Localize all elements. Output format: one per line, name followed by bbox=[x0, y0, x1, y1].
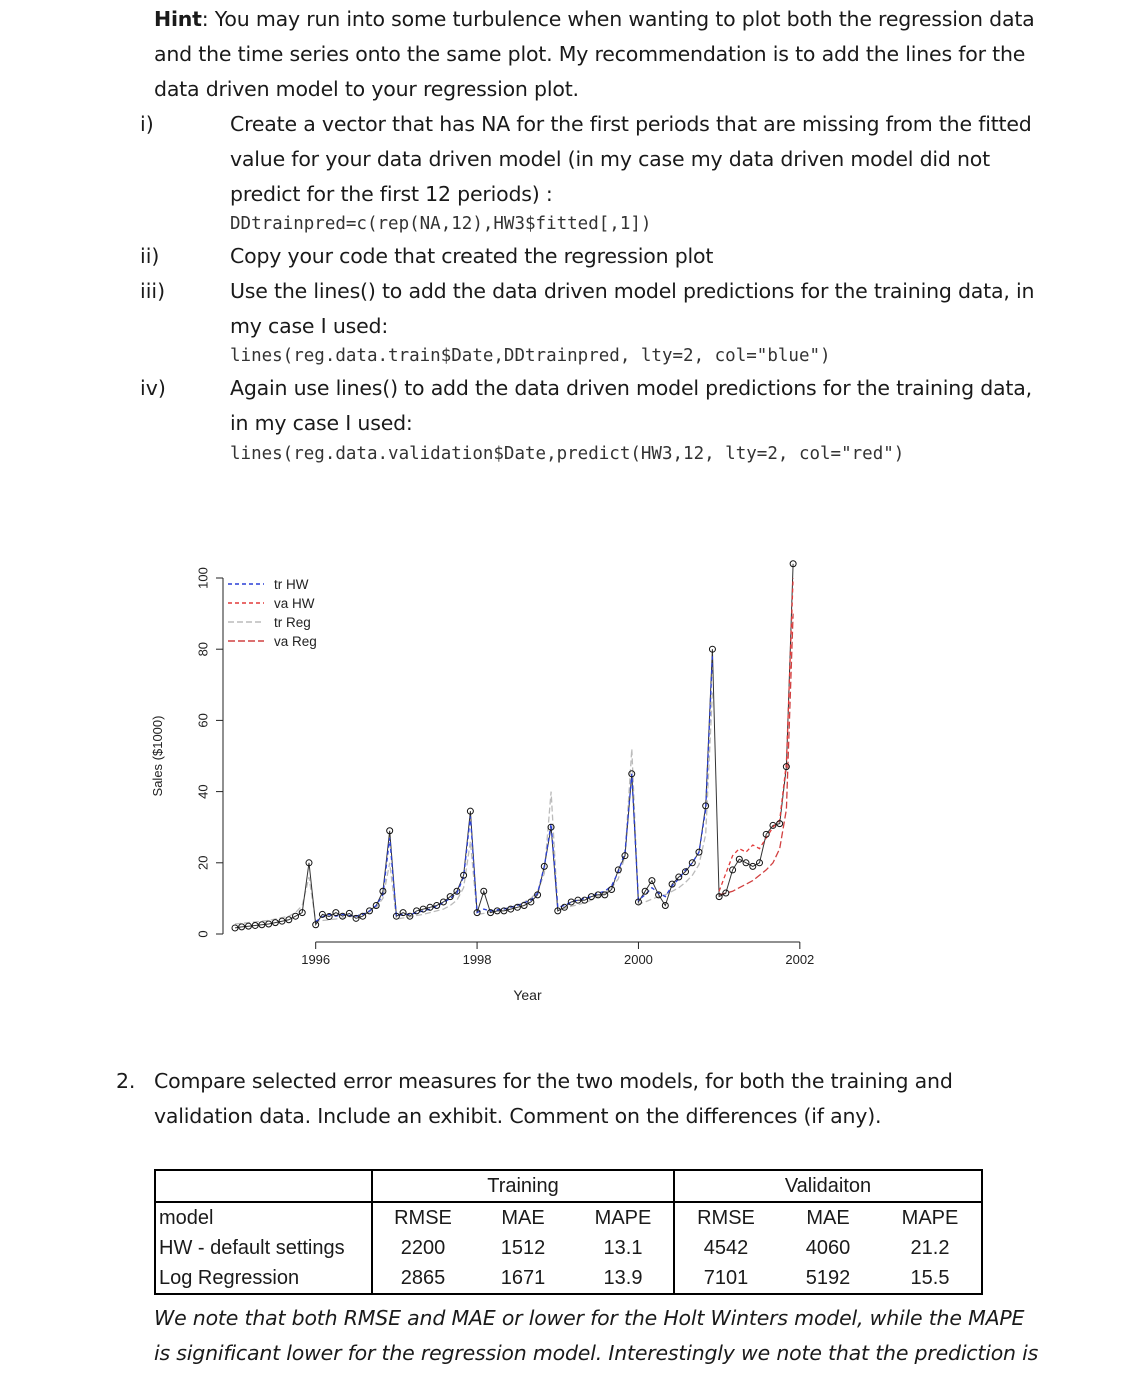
step-line: Use the lines() to add the data driven model predictions for the training data, in bbox=[230, 279, 1035, 303]
sales-chart bbox=[140, 550, 860, 1030]
x-tick-label: 1998 bbox=[462, 952, 492, 967]
table-cell: 21.2 bbox=[879, 1233, 982, 1263]
table-cell: 4542 bbox=[674, 1233, 777, 1263]
hint-line-1 bbox=[154, 2, 1054, 37]
y-tick-label: 100 bbox=[195, 567, 211, 589]
table-header-cell: MAPE bbox=[879, 1202, 982, 1233]
table-row bbox=[155, 1263, 982, 1294]
y-tick-label: 20 bbox=[195, 855, 211, 871]
question-number: 2. bbox=[116, 1069, 136, 1093]
training-header: Training bbox=[372, 1170, 674, 1202]
chart-series bbox=[232, 561, 796, 931]
step-line: value for your data driven model (in my case my data driven model did not bbox=[230, 147, 990, 171]
series-line-actual bbox=[235, 564, 793, 928]
x-tick-label: 2000 bbox=[623, 952, 653, 967]
table-corner bbox=[155, 1170, 372, 1202]
step-line: Create a vector that has NA for the first periods that are missing from the fitted bbox=[230, 112, 1032, 136]
step-line: Again use lines() to add the data driven model predictions for the training data, bbox=[230, 376, 1032, 400]
code-snippet: lines(reg.data.train$Date,DDtrainpred, lty=2, col="blue") bbox=[230, 346, 831, 366]
step-text bbox=[230, 274, 1034, 344]
table-header-cell: MAE bbox=[473, 1202, 573, 1233]
y-tick-label: 80 bbox=[195, 641, 211, 657]
question-line-1: Compare selected error measures for the two models, for both the training and bbox=[154, 1069, 953, 1093]
question-line-2: validation data. Include an exhibit. Comment on the differences (if any). bbox=[154, 1104, 882, 1128]
comment-line-1: We note that both RMSE and MAE or lower for the Holt Winters model, while the MAPE bbox=[154, 1306, 1025, 1330]
x-axis-label: Year bbox=[513, 987, 542, 1003]
x-tick-label: 2002 bbox=[785, 952, 815, 967]
table-header-cell: MAE bbox=[777, 1202, 879, 1233]
chart-legend bbox=[228, 577, 317, 649]
table-cell: HW - default settings bbox=[155, 1233, 372, 1263]
step-number: i) bbox=[140, 112, 154, 136]
legend-label: va Reg bbox=[274, 634, 317, 649]
table-cell: 13.1 bbox=[603, 1237, 643, 1259]
table-header-cell: RMSE bbox=[674, 1202, 777, 1233]
table-cell: 2865 bbox=[372, 1263, 473, 1294]
step-text bbox=[230, 107, 1032, 212]
legend-label: va HW bbox=[274, 596, 315, 611]
y-tick-label: 40 bbox=[195, 784, 211, 799]
table-header-cell: RMSE bbox=[372, 1202, 473, 1233]
y-tick-label: 0 bbox=[195, 930, 211, 938]
table-cell: 1671 bbox=[473, 1263, 573, 1294]
series-line-tr-reg bbox=[235, 692, 712, 924]
step-line: predict for the first 12 periods) : bbox=[230, 182, 553, 206]
table-cell: 4060 bbox=[805, 1237, 851, 1259]
table-cell: Log Regression bbox=[155, 1263, 372, 1294]
chart-axes bbox=[150, 567, 814, 1003]
y-axis-label: Sales ($1000) bbox=[150, 715, 165, 797]
table-cell: 2200 bbox=[400, 1237, 446, 1259]
table-row bbox=[155, 1233, 982, 1263]
step-text bbox=[230, 239, 713, 274]
validation-header: Validaiton bbox=[674, 1170, 982, 1202]
table-cell: 1512 bbox=[500, 1237, 546, 1259]
code-snippet: DDtrainpred=c(rep(NA,12),HW3$fitted[,1]) bbox=[230, 214, 652, 234]
error-table bbox=[154, 1169, 983, 1295]
step-line: in my case I used: bbox=[230, 411, 413, 435]
table-cell: 5192 bbox=[777, 1263, 879, 1294]
comment-line-2: is significant lower for the regression model. Interestingly we note that the prediction is bbox=[154, 1341, 1039, 1365]
hint-label: Hint bbox=[154, 7, 202, 31]
comment-paragraph bbox=[154, 1301, 1054, 1371]
step-line: my case I used: bbox=[230, 314, 389, 338]
series-line-va-hw bbox=[719, 578, 793, 891]
hint-line-3: data driven model to your regression plot. bbox=[154, 77, 579, 101]
question-2 bbox=[116, 1064, 1016, 1134]
hint-text-1: : You may run into some turbulence when wanting to plot both the regression data bbox=[201, 7, 1035, 31]
table-header-cell: model bbox=[155, 1202, 372, 1233]
x-tick-label: 1996 bbox=[301, 952, 331, 967]
table-cell: 15.5 bbox=[879, 1263, 982, 1294]
series-line-va-reg bbox=[719, 614, 793, 895]
table-cell: 7101 bbox=[674, 1263, 777, 1294]
legend-label: tr Reg bbox=[274, 615, 311, 630]
hint-line-2: and the time series onto the same plot. My recommendation is to add the lines for the bbox=[154, 42, 1026, 66]
hint-paragraph bbox=[154, 2, 1054, 107]
y-tick-label: 60 bbox=[195, 713, 211, 728]
code-snippet: lines(reg.data.validation$Date,predict(HW3,12, lty=2, col="red") bbox=[230, 444, 905, 464]
legend-label: tr HW bbox=[274, 577, 309, 592]
table-header-cell: MAPE bbox=[573, 1202, 674, 1233]
step-number: ii) bbox=[140, 244, 160, 268]
table-cell: 13.9 bbox=[573, 1263, 674, 1294]
step-number: iii) bbox=[140, 279, 166, 303]
step-line: Copy your code that created the regression plot bbox=[230, 244, 714, 268]
step-text bbox=[230, 371, 1032, 441]
step-number: iv) bbox=[140, 376, 166, 400]
